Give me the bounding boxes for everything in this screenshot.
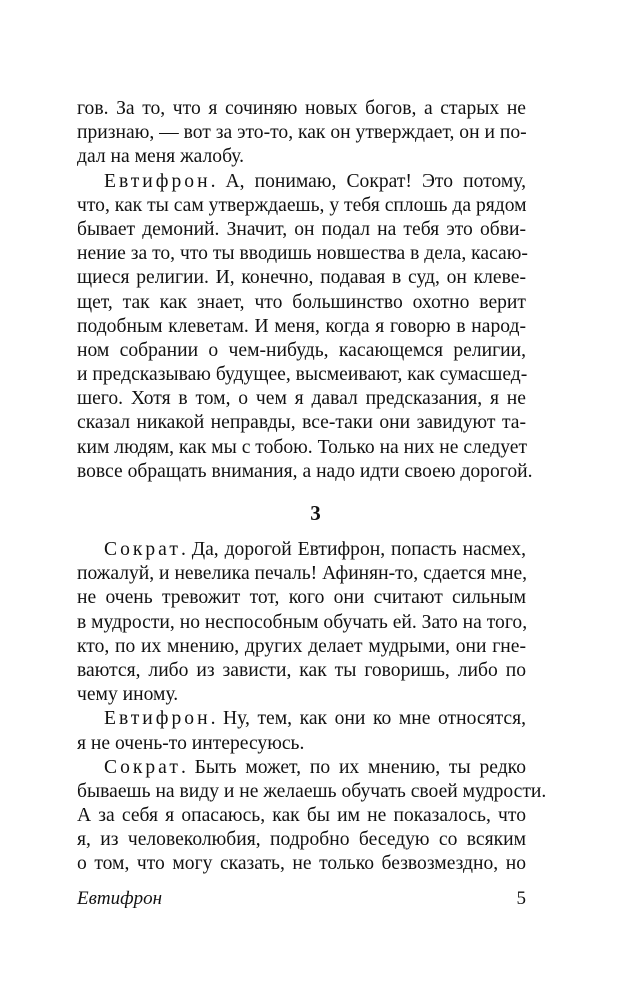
text-line: в мудрости, но неспособным обучать ей. Зато на того, (77, 611, 528, 633)
speech-text: . Да, дорогой Евтифрон, попасть насмех, (180, 539, 526, 560)
text-line: нение за то, что ты вводишь новшества в дела, касаю- (77, 243, 528, 265)
text-line: я, из человеколюбия, подробно беседую со всяким (77, 829, 526, 851)
text-line: кто, по их мнению, других делает мудрыми, они гне- (77, 635, 526, 657)
text-line: дал на меня жалобу. (77, 146, 245, 168)
text-line: не очень тревожит тот, кого они считают сильным (77, 587, 526, 609)
text-line: пожалуй, и невелика печаль! Афинян-то, сдается мне, (77, 563, 528, 585)
text-line: бываешь на виду и не желаешь обучать своей мудрости. (77, 780, 547, 802)
text-block-2 (77, 538, 547, 877)
text-line: ким людям, как мы с тобою. Только на них не следует (77, 436, 528, 458)
text-block-1 (77, 97, 533, 484)
speech-text: . А, понимаю, Сократ! Это потому, (210, 170, 526, 192)
text-line: признаю, — вот за это-то, как он утверждает, он и по- (77, 122, 527, 144)
speaker-name-sokrat: Сократ (104, 756, 181, 778)
text-line: что, как ты сам утверждаешь, у тебя сплошь да рядом (77, 194, 527, 216)
speech-line (77, 707, 526, 731)
page-number: 5 (516, 888, 526, 909)
text-line: щет, так как знает, что большинство охотно верит (77, 291, 526, 313)
text-line: ваются, либо из зависти, как ты говоришь, либо по (77, 659, 526, 681)
text-line: и предсказываю будущее, высмеивают, как сумасшед- (77, 364, 528, 386)
speaker-name-evtifron: Евтифрон (104, 170, 211, 192)
text-line: сказал никакой неправды, все-таки они завидуют та- (77, 412, 526, 434)
text-line: щиеся религии. И, конечно, подавая в суд, он клеве- (77, 267, 526, 289)
text-line: гов. За то, что я сочиняю новых богов, а старых не (77, 98, 526, 119)
speech-line (77, 756, 526, 780)
text-line: бывает демоний. Значит, он подал на тебя это обви- (77, 218, 526, 240)
speaker-name-sokrat: Сократ (104, 539, 181, 560)
chapter-number: 3 (310, 501, 321, 525)
text-line: подобным клеветам. И меня, когда я говорю в народ- (77, 315, 526, 337)
text-line: о том, что могу сказать, не только безвозмездно, но (77, 853, 526, 875)
text-line: я не очень-то интересуюсь. (77, 732, 305, 754)
speech-line (77, 170, 526, 194)
running-footer-title: Евтифрон (77, 888, 162, 909)
text-line: ном собрании о чем-нибудь, касающемся религии, (77, 339, 526, 361)
text-line: вовсе обращать внимания, а надо идти своею дорогой. (77, 460, 533, 482)
text-line: А за себя я опасаюсь, как бы им не показалось, что (77, 805, 526, 827)
text-line: шего. Хотя в том, о чем я давал предсказания, я не (77, 388, 526, 410)
speech-text: . Ну, тем, как они ко мне относятся, (210, 708, 526, 730)
speech-line (77, 538, 526, 562)
speaker-name-evtifron: Евтифрон (104, 708, 211, 730)
text-line: чему иному. (77, 684, 179, 706)
speech-text: . Быть может, по их мнению, ты редко (180, 756, 526, 778)
